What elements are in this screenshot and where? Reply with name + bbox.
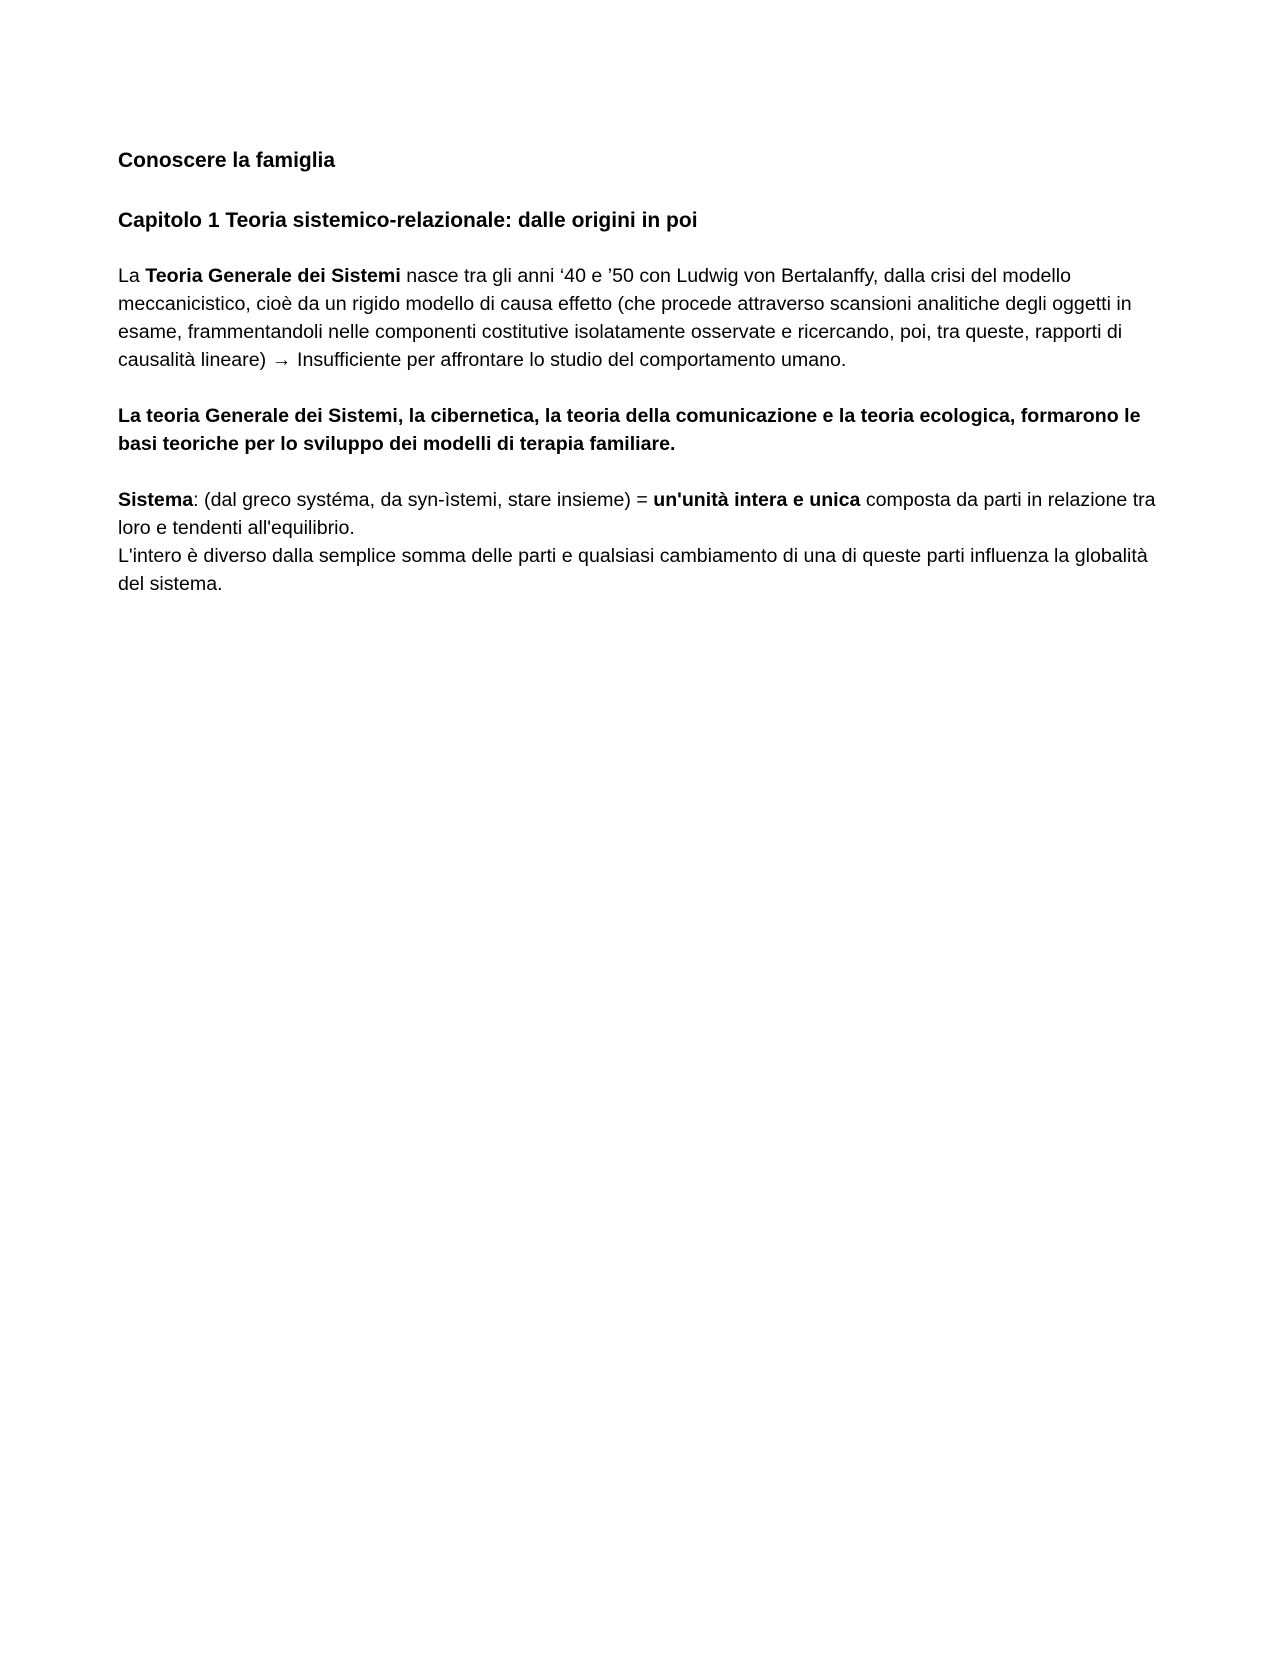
intro-text: nasce tra gli anni ‘40 e ’50 con Ludwig von Bertalanffy, dalla crisi del modello meccanicistico, cioè da un rigido modello di causa effetto (che procede attraverso scansioni analitiche degli oggetti in esame, frammentandoli nelle componenti costitutive isolatamente osservate e ricercando, poi, tra queste, rapporti di causalità lineare) <box>118 265 1132 371</box>
definition-text-b: composta da parti in relazione tra loro e tendenti all'equilibrio. <box>118 489 1156 539</box>
intro-bold-term: Teoria Generale dei Sistemi <box>145 265 401 287</box>
document-body <box>118 146 1164 598</box>
intro-tail: Insufficiente per affrontare lo studio del comportamento umano. <box>291 349 847 371</box>
intro-lead: La <box>118 265 146 287</box>
definition-text-a: : (dal greco systéma, da syn-ìstemi, stare insieme) = <box>193 489 654 511</box>
paragraph-bold-summary: La teoria Generale dei Sistemi, la cibernetica, la teoria della comunicazione e la teoria ecologica, formarono le basi teoriche per lo sviluppo dei modelli di terapia familiare. <box>118 405 1141 455</box>
document-title: Conoscere la famiglia <box>118 149 336 172</box>
definition-term: Sistema <box>118 489 194 511</box>
paragraph-whole: L'intero è diverso dalla semplice somma delle parti e qualsiasi cambiamento di una di queste parti influenza la globalità del sistema. <box>118 545 1148 595</box>
paragraph-intro <box>118 262 1164 374</box>
arrow-right-icon: → <box>271 349 292 371</box>
paragraph-definition <box>118 486 1164 542</box>
definition-bold: un'unità intera e unica <box>653 489 861 511</box>
chapter-heading: Capitolo 1 Teoria sistemico-relazionale: dalle origini in poi <box>118 209 698 232</box>
